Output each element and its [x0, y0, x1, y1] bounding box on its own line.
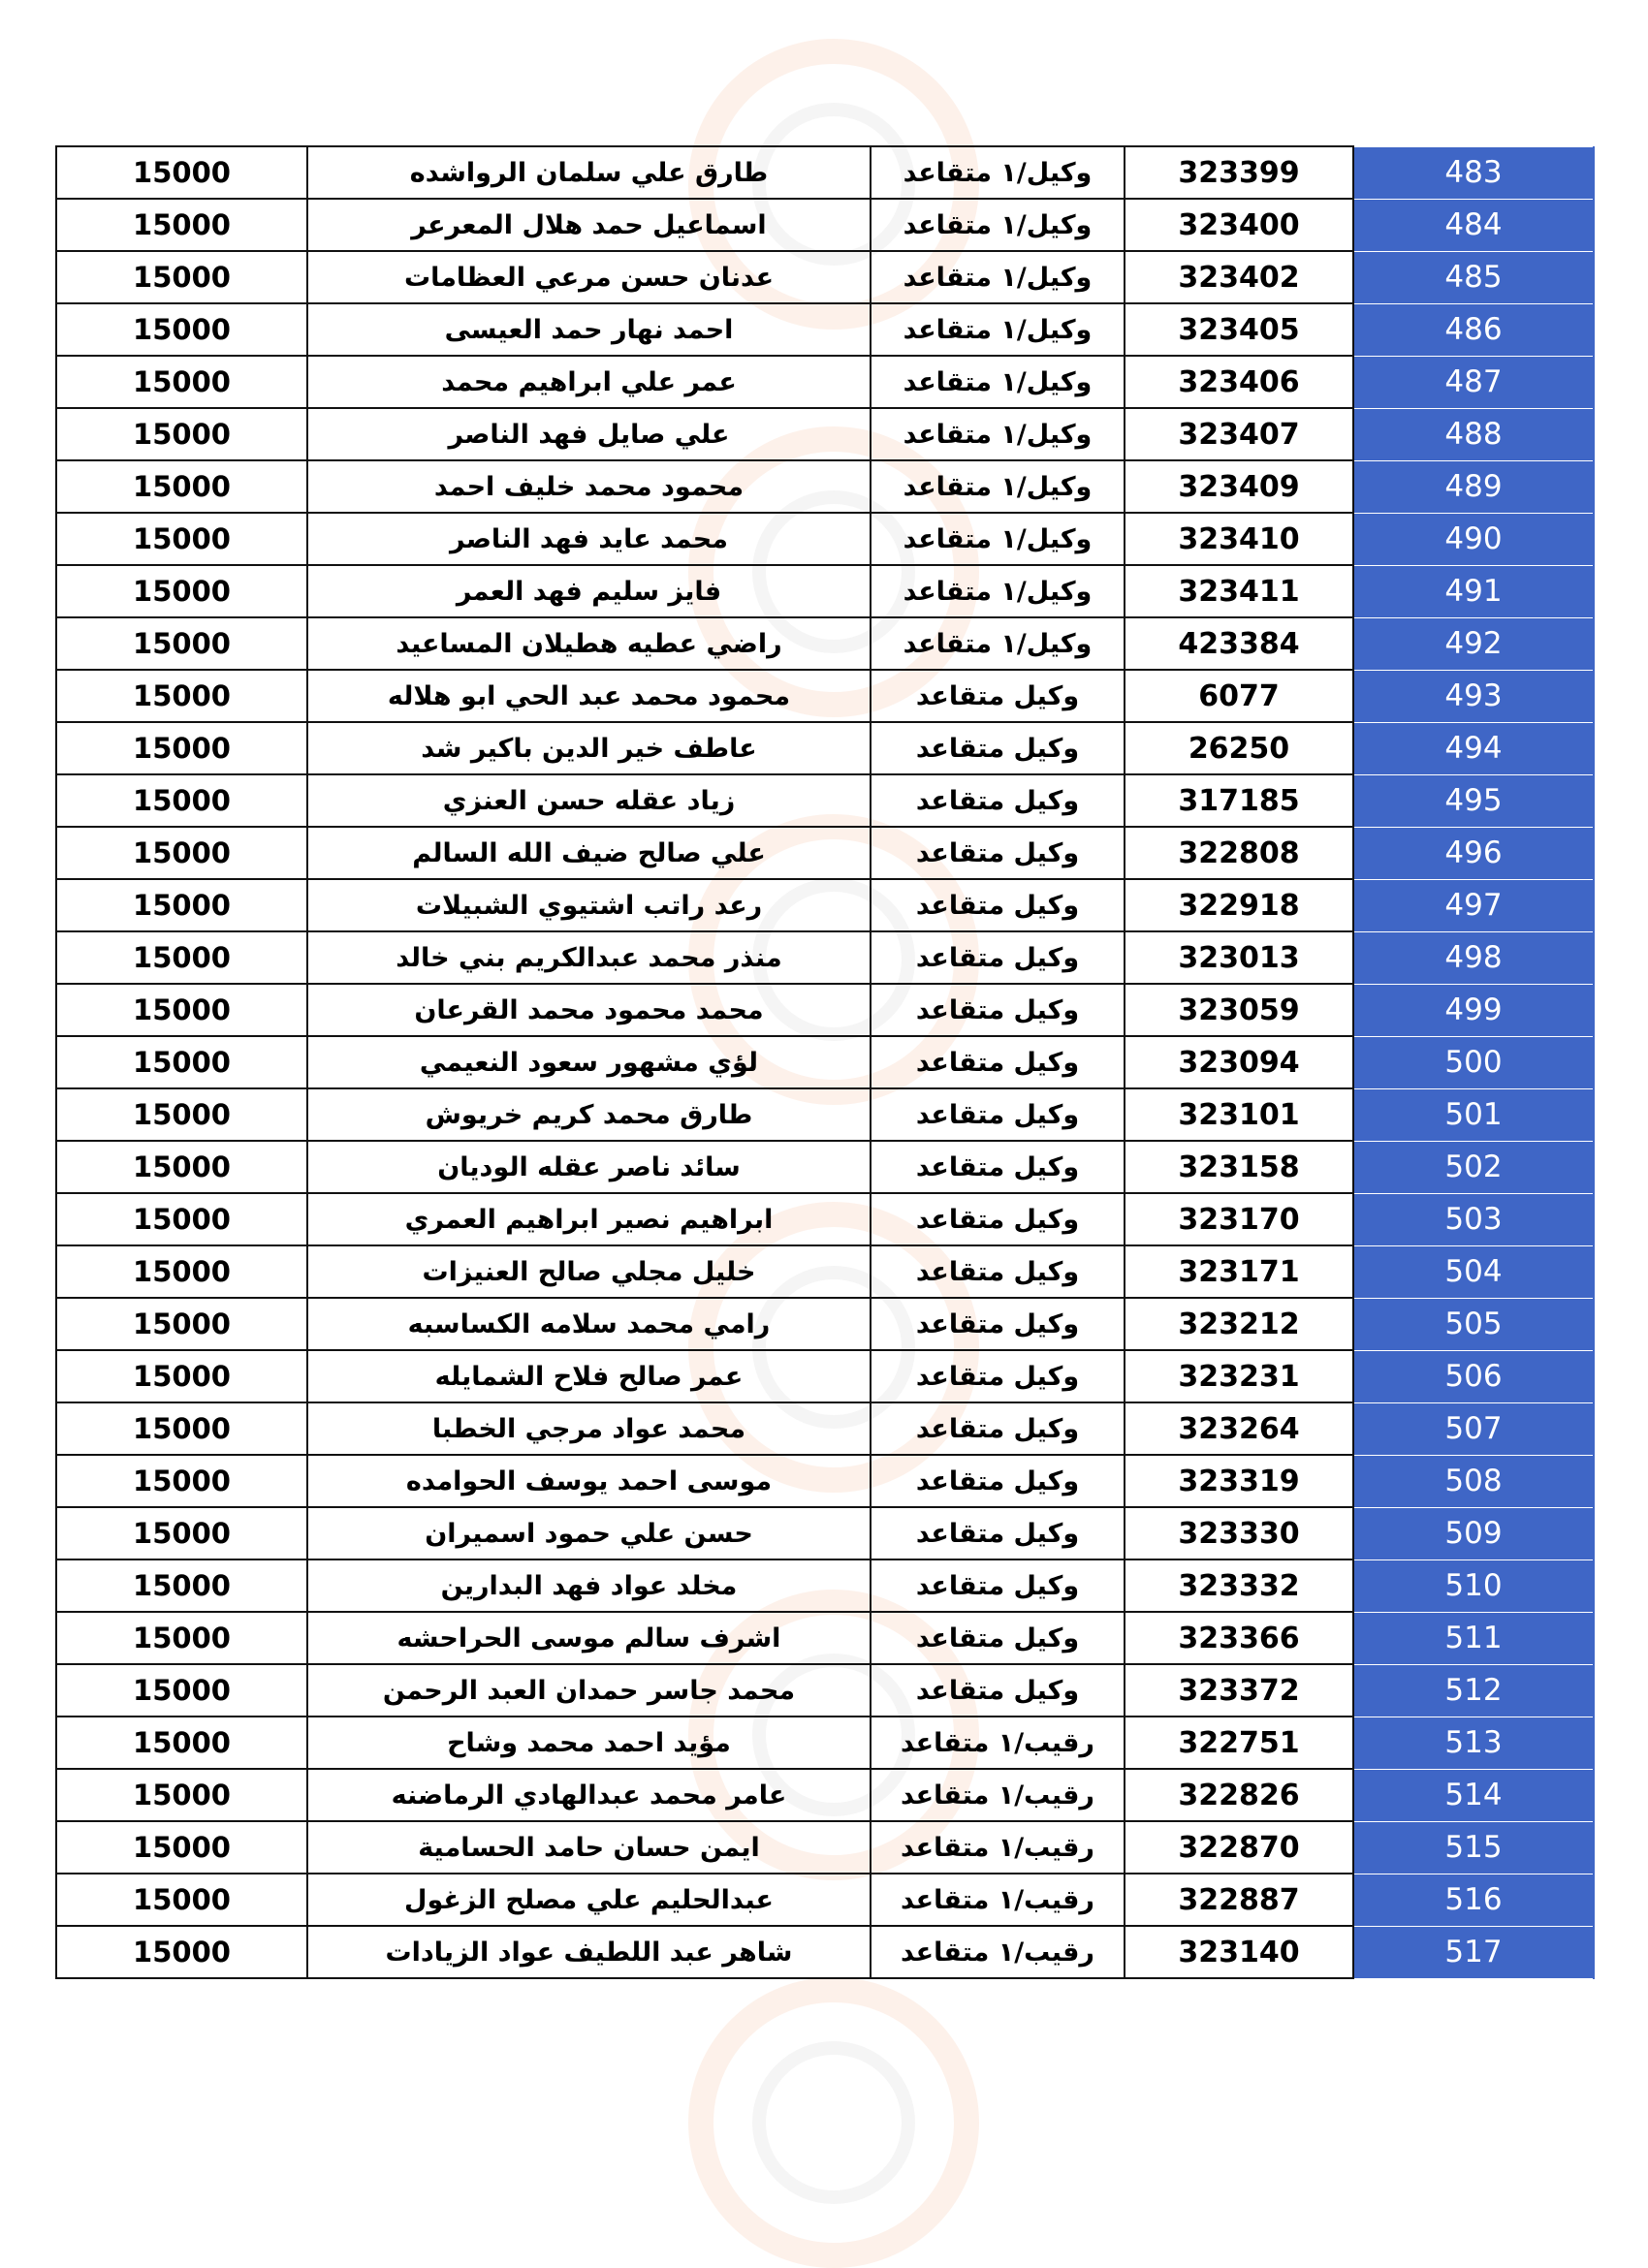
amount-cell: 15000 [56, 565, 307, 617]
amount-cell: 15000 [56, 774, 307, 827]
number-cell: 323366 [1125, 1612, 1353, 1664]
table-row [56, 565, 1594, 617]
number-cell: 322826 [1125, 1769, 1353, 1821]
watermark-logo [688, 1977, 979, 2268]
number-cell: 26250 [1125, 722, 1353, 774]
number-cell: 323101 [1125, 1088, 1353, 1141]
amount-cell: 15000 [56, 1455, 307, 1507]
name-cell: عامر محمد عبدالهادي الرماضنه [307, 1769, 871, 1821]
number-cell: 323330 [1125, 1507, 1353, 1559]
name-cell: احمد نهار حمد العيسى [307, 303, 871, 356]
number-cell: 323231 [1125, 1350, 1353, 1402]
rank-cell: وكيل متقاعد [871, 879, 1125, 931]
sequence-cell: 494 [1353, 722, 1594, 774]
rank-cell: وكيل متقاعد [871, 1141, 1125, 1193]
name-cell: ابراهيم نصير ابراهيم العمري [307, 1193, 871, 1245]
number-cell: 317185 [1125, 774, 1353, 827]
amount-cell: 15000 [56, 251, 307, 303]
table-row [56, 722, 1594, 774]
number-cell: 6077 [1125, 670, 1353, 722]
table-row [56, 1507, 1594, 1559]
table-row [56, 303, 1594, 356]
rank-cell: وكيل متقاعد [871, 1036, 1125, 1088]
rank-cell: وكيل متقاعد [871, 1088, 1125, 1141]
amount-cell: 15000 [56, 513, 307, 565]
name-cell: اسماعيل حمد هلال المعرعر [307, 199, 871, 251]
table-row [56, 1245, 1594, 1298]
sequence-cell: 516 [1353, 1874, 1594, 1926]
table-row [56, 513, 1594, 565]
number-cell: 322870 [1125, 1821, 1353, 1874]
table-body [56, 146, 1594, 1978]
amount-cell: 15000 [56, 617, 307, 670]
sequence-cell: 484 [1353, 199, 1594, 251]
amount-cell: 15000 [56, 1874, 307, 1926]
name-cell: عمر علي ابراهيم محمد [307, 356, 871, 408]
rank-cell: وكيل/١ متقاعد [871, 617, 1125, 670]
sequence-cell: 504 [1353, 1245, 1594, 1298]
rank-cell: وكيل متقاعد [871, 1664, 1125, 1717]
name-cell: علي صالح ضيف الله السالم [307, 827, 871, 879]
number-cell: 323332 [1125, 1559, 1353, 1612]
number-cell: 323013 [1125, 931, 1353, 984]
rank-cell: وكيل/١ متقاعد [871, 303, 1125, 356]
name-cell: شاهر عبد اللطيف عواد الزيادات [307, 1926, 871, 1978]
rank-cell: وكيل متقاعد [871, 931, 1125, 984]
name-cell: زياد عقله حسن العنزي [307, 774, 871, 827]
number-cell: 322751 [1125, 1717, 1353, 1769]
sequence-cell: 493 [1353, 670, 1594, 722]
name-cell: حسن علي حمود اسميران [307, 1507, 871, 1559]
sequence-cell: 508 [1353, 1455, 1594, 1507]
name-cell: اشرف سالم موسى الحراحشه [307, 1612, 871, 1664]
rank-cell: وكيل متقاعد [871, 827, 1125, 879]
table-row [56, 617, 1594, 670]
name-cell: عدنان حسن مرعي العظامات [307, 251, 871, 303]
amount-cell: 15000 [56, 1350, 307, 1402]
amount-cell: 15000 [56, 1769, 307, 1821]
sequence-cell: 496 [1353, 827, 1594, 879]
amount-cell: 15000 [56, 879, 307, 931]
table-row [56, 1402, 1594, 1455]
sequence-cell: 498 [1353, 931, 1594, 984]
table-row [56, 460, 1594, 513]
table-row [56, 1874, 1594, 1926]
number-cell: 323170 [1125, 1193, 1353, 1245]
rank-cell: رقيب/١ متقاعد [871, 1769, 1125, 1821]
sequence-cell: 512 [1353, 1664, 1594, 1717]
rank-cell: وكيل/١ متقاعد [871, 199, 1125, 251]
table-row [56, 1088, 1594, 1141]
name-cell: محمود محمد خليف احمد [307, 460, 871, 513]
rank-cell: وكيل متقاعد [871, 1350, 1125, 1402]
sequence-cell: 503 [1353, 1193, 1594, 1245]
name-cell: موسى احمد يوسف الحوامده [307, 1455, 871, 1507]
table-row [56, 1926, 1594, 1978]
rank-cell: وكيل/١ متقاعد [871, 146, 1125, 199]
number-cell: 323212 [1125, 1298, 1353, 1350]
rank-cell: رقيب/١ متقاعد [871, 1874, 1125, 1926]
amount-cell: 15000 [56, 303, 307, 356]
amount-cell: 15000 [56, 1926, 307, 1978]
table-row [56, 146, 1594, 199]
amount-cell: 15000 [56, 1298, 307, 1350]
name-cell: مؤيد احمد محمد وشاح [307, 1717, 871, 1769]
number-cell: 323410 [1125, 513, 1353, 565]
sequence-cell: 485 [1353, 251, 1594, 303]
number-cell: 322918 [1125, 879, 1353, 931]
rank-cell: وكيل متقاعد [871, 670, 1125, 722]
amount-cell: 15000 [56, 670, 307, 722]
name-cell: منذر محمد عبدالكريم بني خالد [307, 931, 871, 984]
table-row [56, 931, 1594, 984]
amount-cell: 15000 [56, 1821, 307, 1874]
sequence-cell: 509 [1353, 1507, 1594, 1559]
rank-cell: وكيل متقاعد [871, 1559, 1125, 1612]
sequence-cell: 510 [1353, 1559, 1594, 1612]
number-cell: 323409 [1125, 460, 1353, 513]
table-row [56, 879, 1594, 931]
table-row [56, 1350, 1594, 1402]
sequence-cell: 486 [1353, 303, 1594, 356]
table-row [56, 1455, 1594, 1507]
sequence-cell: 515 [1353, 1821, 1594, 1874]
rank-cell: وكيل/١ متقاعد [871, 251, 1125, 303]
rank-cell: وكيل متقاعد [871, 774, 1125, 827]
sequence-cell: 517 [1353, 1926, 1594, 1978]
rank-cell: رقيب/١ متقاعد [871, 1926, 1125, 1978]
name-cell: محمد جاسر حمدان العبد الرحمن [307, 1664, 871, 1717]
sequence-cell: 507 [1353, 1402, 1594, 1455]
number-cell: 323264 [1125, 1402, 1353, 1455]
amount-cell: 15000 [56, 722, 307, 774]
name-cell: فايز سليم فهد العمر [307, 565, 871, 617]
amount-cell: 15000 [56, 1402, 307, 1455]
name-cell: محمود محمد عبد الحي ابو هلاله [307, 670, 871, 722]
table-row [56, 1612, 1594, 1664]
amount-cell: 15000 [56, 984, 307, 1036]
name-cell: سائد ناصر عقله الوديان [307, 1141, 871, 1193]
sequence-cell: 483 [1353, 146, 1594, 199]
table-row [56, 1559, 1594, 1612]
table-row [56, 251, 1594, 303]
table-row [56, 199, 1594, 251]
name-cell: عبدالحليم علي مصلح الزغول [307, 1874, 871, 1926]
sequence-cell: 487 [1353, 356, 1594, 408]
sequence-cell: 505 [1353, 1298, 1594, 1350]
sequence-cell: 501 [1353, 1088, 1594, 1141]
name-cell: عمر صالح فلاح الشمايله [307, 1350, 871, 1402]
table-row [56, 1193, 1594, 1245]
amount-cell: 15000 [56, 1507, 307, 1559]
rank-cell: وكيل متقاعد [871, 1245, 1125, 1298]
table-row [56, 408, 1594, 460]
amount-cell: 15000 [56, 1717, 307, 1769]
rank-cell: وكيل متقاعد [871, 1455, 1125, 1507]
amount-cell: 15000 [56, 356, 307, 408]
table-row [56, 1821, 1594, 1874]
name-cell: رامي محمد سلامه الكساسبه [307, 1298, 871, 1350]
rank-cell: وكيل متقاعد [871, 1193, 1125, 1245]
amount-cell: 15000 [56, 1245, 307, 1298]
rank-cell: وكيل متقاعد [871, 722, 1125, 774]
table-row [56, 984, 1594, 1036]
amount-cell: 15000 [56, 1088, 307, 1141]
table-row [56, 1298, 1594, 1350]
name-cell: لؤي مشهور سعود النعيمي [307, 1036, 871, 1088]
sequence-cell: 511 [1353, 1612, 1594, 1664]
number-cell: 323140 [1125, 1926, 1353, 1978]
table-row [56, 356, 1594, 408]
sequence-cell: 495 [1353, 774, 1594, 827]
table-row [56, 1141, 1594, 1193]
number-cell: 323411 [1125, 565, 1353, 617]
number-cell: 323158 [1125, 1141, 1353, 1193]
sequence-cell: 514 [1353, 1769, 1594, 1821]
sequence-cell: 506 [1353, 1350, 1594, 1402]
amount-cell: 15000 [56, 460, 307, 513]
name-cell: ايمن حسان حامد الحسامية [307, 1821, 871, 1874]
amount-cell: 15000 [56, 827, 307, 879]
amount-cell: 15000 [56, 1141, 307, 1193]
amount-cell: 15000 [56, 931, 307, 984]
name-cell: عاطف خير الدين باكير شد [307, 722, 871, 774]
table-row [56, 774, 1594, 827]
number-cell: 323094 [1125, 1036, 1353, 1088]
table-row [56, 827, 1594, 879]
name-cell: راضي عطيه هطيلان المساعيد [307, 617, 871, 670]
name-cell: طارق محمد كريم خريوش [307, 1088, 871, 1141]
sequence-cell: 488 [1353, 408, 1594, 460]
name-cell: علي صايل فهد الناصر [307, 408, 871, 460]
amount-cell: 15000 [56, 146, 307, 199]
sequence-cell: 489 [1353, 460, 1594, 513]
amount-cell: 15000 [56, 1559, 307, 1612]
sequence-cell: 502 [1353, 1141, 1594, 1193]
table-row [56, 1769, 1594, 1821]
sequence-cell: 497 [1353, 879, 1594, 931]
number-cell: 323171 [1125, 1245, 1353, 1298]
table-row [56, 1664, 1594, 1717]
sequence-cell: 500 [1353, 1036, 1594, 1088]
name-cell: مخلد عواد فهد البدارين [307, 1559, 871, 1612]
number-cell: 323400 [1125, 199, 1353, 251]
number-cell: 322808 [1125, 827, 1353, 879]
number-cell: 322887 [1125, 1874, 1353, 1926]
sequence-cell: 491 [1353, 565, 1594, 617]
number-cell: 323319 [1125, 1455, 1353, 1507]
number-cell: 323372 [1125, 1664, 1353, 1717]
rank-cell: وكيل متقاعد [871, 984, 1125, 1036]
number-cell: 323399 [1125, 146, 1353, 199]
name-cell: رعد راتب اشتيوي الشبيلات [307, 879, 871, 931]
names-table [55, 145, 1595, 1979]
sequence-cell: 492 [1353, 617, 1594, 670]
name-cell: محمد محمود محمد القرعان [307, 984, 871, 1036]
name-cell: محمد عواد مرجي الخطبا [307, 1402, 871, 1455]
rank-cell: وكيل/١ متقاعد [871, 513, 1125, 565]
name-cell: طارق علي سلمان الرواشده [307, 146, 871, 199]
number-cell: 323405 [1125, 303, 1353, 356]
name-cell: خليل مجلي صالح العنيزات [307, 1245, 871, 1298]
number-cell: 323059 [1125, 984, 1353, 1036]
rank-cell: وكيل/١ متقاعد [871, 356, 1125, 408]
table-row [56, 1036, 1594, 1088]
number-cell: 323406 [1125, 356, 1353, 408]
rank-cell: وكيل متقاعد [871, 1402, 1125, 1455]
amount-cell: 15000 [56, 1193, 307, 1245]
sequence-cell: 513 [1353, 1717, 1594, 1769]
rank-cell: وكيل متقاعد [871, 1298, 1125, 1350]
rank-cell: وكيل/١ متقاعد [871, 460, 1125, 513]
amount-cell: 15000 [56, 1036, 307, 1088]
table-row [56, 1717, 1594, 1769]
amount-cell: 15000 [56, 1664, 307, 1717]
amount-cell: 15000 [56, 408, 307, 460]
rank-cell: رقيب/١ متقاعد [871, 1821, 1125, 1874]
amount-cell: 15000 [56, 1612, 307, 1664]
number-cell: 323402 [1125, 251, 1353, 303]
amount-cell: 15000 [56, 199, 307, 251]
rank-cell: وكيل/١ متقاعد [871, 565, 1125, 617]
sequence-cell: 499 [1353, 984, 1594, 1036]
table-row [56, 670, 1594, 722]
rank-cell: وكيل متقاعد [871, 1507, 1125, 1559]
name-cell: محمد عايد فهد الناصر [307, 513, 871, 565]
rank-cell: وكيل متقاعد [871, 1612, 1125, 1664]
rank-cell: وكيل/١ متقاعد [871, 408, 1125, 460]
number-cell: 323407 [1125, 408, 1353, 460]
number-cell: 423384 [1125, 617, 1353, 670]
rank-cell: رقيب/١ متقاعد [871, 1717, 1125, 1769]
sequence-cell: 490 [1353, 513, 1594, 565]
